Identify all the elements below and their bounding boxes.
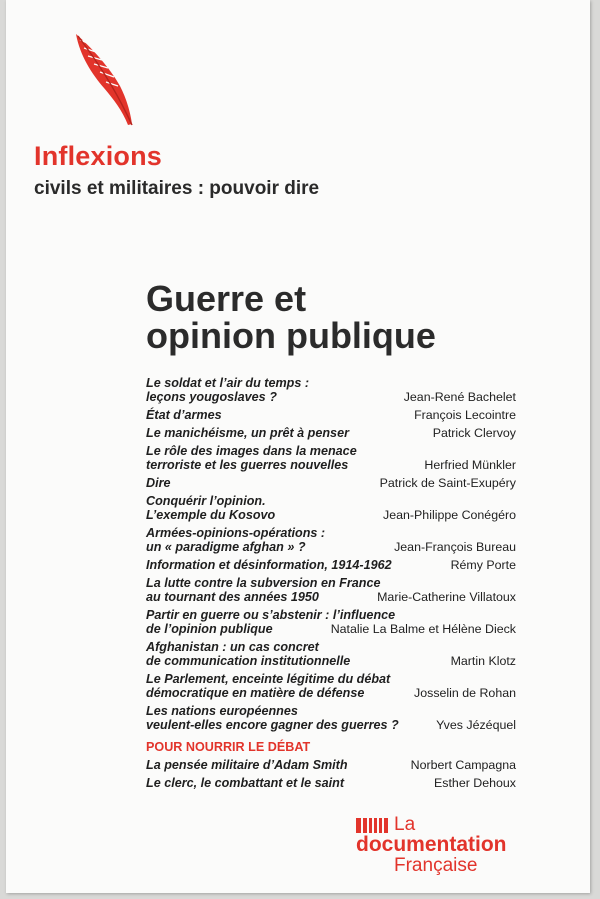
toc-entry (146, 444, 516, 472)
entry-title: un « paradigme afghan » ? (146, 540, 306, 554)
section-heading: POUR NOURRIR LE DÉBAT (146, 740, 311, 754)
publisher-line1: La (394, 814, 416, 835)
entry-title: La lutte contre la subversion en France (146, 576, 381, 590)
issue-title (146, 280, 436, 354)
entry-title: au tournant des années 1950 (146, 590, 319, 604)
entry-author: Rémy Porte (450, 558, 516, 572)
publisher-line2: documentation (356, 833, 507, 856)
entry-title: de l’opinion publique (146, 622, 273, 636)
entry-title: Dire (146, 476, 171, 490)
toc-entry (146, 376, 516, 404)
entry-title: terroriste et les guerres nouvelles (146, 458, 349, 472)
entry-title: La pensée militaire d’Adam Smith (146, 758, 348, 772)
entry-title: L’exemple du Kosovo (146, 508, 276, 522)
entry-author: Josselin de Rohan (414, 686, 516, 700)
entry-title: Partir en guerre ou s’abstenir : l’influence (146, 608, 396, 622)
toc-debate-list (146, 758, 516, 790)
toc-entry (146, 608, 516, 636)
entry-title: Information et désinformation, 1914-1962 (146, 558, 392, 572)
entry-title: Le clerc, le combattant et le saint (146, 776, 345, 790)
issue-title-line1: Guerre et (146, 278, 307, 319)
toc-entry (146, 408, 516, 422)
entry-title: Le soldat et l’air du temps : (146, 376, 310, 390)
toc-entry (146, 494, 516, 522)
entry-title: de communication institutionnelle (146, 654, 351, 668)
entry-author: Patrick Clervoy (432, 426, 516, 440)
toc-entry (146, 558, 516, 572)
entry-author: Norbert Campagna (410, 758, 516, 772)
entry-title: veulent-elles encore gagner des guerres ? (146, 718, 399, 732)
entry-title: démocratique en matière de défense (146, 686, 365, 700)
entry-title: Afghanistan : un cas concret (146, 640, 319, 654)
entry-title: Le Parlement, enceinte légitime du débat (146, 672, 391, 686)
journal-tagline: civils et militaires : pouvoir dire (34, 178, 320, 199)
book-cover (6, 0, 590, 893)
toc-entry (146, 758, 516, 772)
entry-author: Jean-François Bureau (394, 540, 516, 554)
toc-entry (146, 672, 516, 700)
toc-entry (146, 476, 516, 490)
entry-author: Marie-Catherine Villatoux (377, 590, 516, 604)
toc-main-list (146, 376, 516, 732)
toc-entry (146, 640, 516, 668)
entry-author: Yves Jézéquel (436, 718, 516, 732)
entry-author: Jean-René Bachelet (403, 390, 516, 404)
feather-icon (70, 30, 140, 130)
toc-entry (146, 776, 516, 790)
bars-logo-icon (356, 818, 389, 833)
entry-title: Les nations européennes (146, 704, 298, 718)
issue-title-line2: opinion publique (146, 315, 436, 356)
toc-entry (146, 526, 516, 554)
table-of-contents (146, 376, 516, 794)
toc-entry (146, 426, 516, 440)
entry-title: Le rôle des images dans la menace (146, 444, 357, 458)
toc-entry (146, 704, 516, 732)
entry-author: Jean-Philippe Conégéro (383, 508, 516, 522)
entry-title: Le manichéisme, un prêt à penser (146, 426, 349, 440)
entry-title: leçons yougoslaves ? (146, 390, 277, 404)
entry-author: Patrick de Saint-Exupéry (379, 476, 516, 490)
entry-author: François Lecointre (414, 408, 516, 422)
entry-author: Martin Klotz (450, 654, 516, 668)
entry-author: Herfried Münkler (424, 458, 516, 472)
toc-entry (146, 576, 516, 604)
entry-title: État d’armes (146, 408, 222, 422)
entry-author: Natalie La Balme et Hélène Dieck (330, 622, 516, 636)
entry-author: Esther Dehoux (434, 776, 516, 790)
journal-title: Inflexions (34, 141, 163, 171)
entry-title: Conquérir l’opinion. (146, 494, 266, 508)
publisher-line3: Française (394, 855, 478, 876)
entry-title: Armées-opinions-opérations : (146, 526, 326, 540)
